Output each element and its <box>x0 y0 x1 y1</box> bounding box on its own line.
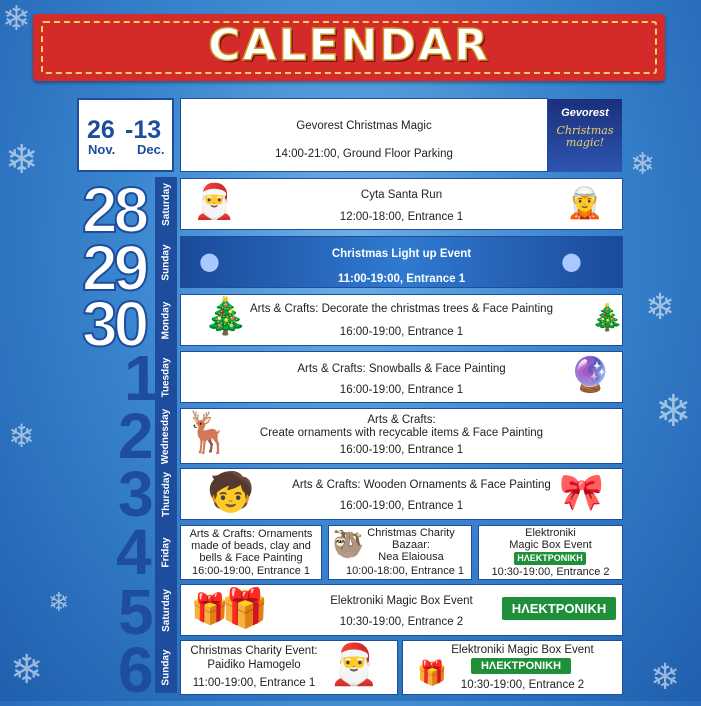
logo-brand: Gevorest <box>561 107 609 119</box>
event-card <box>402 640 623 695</box>
event-title-1: Elektroniki <box>525 527 576 539</box>
event-title: Elektroniki Magic Box Event <box>330 595 473 607</box>
day-number: 29 <box>82 232 146 304</box>
elektroniki-logo: ΗΛΕΚΤΡΟΝΙΚΗ <box>502 597 616 620</box>
weekday-label: Thursday <box>160 471 172 517</box>
snowflake-icon: ❄ <box>48 588 70 618</box>
event-time: 10:30-19:00, Entrance 2 <box>491 566 610 578</box>
event-title: Elektroniki Magic Box Event <box>451 644 594 656</box>
weekday-label: Sunday <box>160 649 172 686</box>
logo-tagline <box>548 125 622 149</box>
weekday-label: Wednesday <box>160 408 172 464</box>
event-title: Cyta Santa Run <box>360 189 443 201</box>
event-time: 10:30-19:00, Entrance 2 <box>339 616 464 628</box>
event-title-3: Nea Elaiousa <box>378 551 444 563</box>
event-title: Arts & Crafts: Decorate the christmas trees & Face Painting <box>250 303 553 315</box>
start-day: 26 <box>87 116 115 144</box>
day-number: 1 <box>124 342 156 414</box>
page-title: CALENDAR <box>208 20 490 71</box>
day-number: 6 <box>118 634 150 706</box>
gift-icon: 🎁 <box>221 586 269 630</box>
weekday-label: Monday <box>160 301 172 339</box>
date-range <box>77 98 174 172</box>
snowflake-icon: ❄ <box>10 647 44 693</box>
weekday-label: Saturday <box>160 588 172 632</box>
weekday-label: Saturday <box>160 182 172 226</box>
event-time: 10:30-19:00, Entrance 2 <box>460 679 585 691</box>
snowflake-icon: ❄ <box>5 137 39 183</box>
day-number: 28 <box>82 174 146 246</box>
day-number: 3 <box>118 458 150 530</box>
snowflake-icon: ❄ <box>655 386 692 437</box>
event-title-2: Magic Box Event <box>509 539 592 551</box>
event-card <box>180 584 623 636</box>
event-time: 10:00-18:00, Entrance 1 <box>345 565 465 577</box>
end-month: Dec. <box>137 142 165 157</box>
event-title: Arts & Crafts: Snowballs & Face Painting <box>297 363 506 375</box>
event-time: 16:00-19:00, Entrance 1 <box>339 326 464 338</box>
elektroniki-logo: ΗΛΕΚΤΡΟΝΙΚΗ <box>514 552 586 565</box>
ornament-icon: ● <box>561 247 582 275</box>
event-title-1: Christmas Charity <box>367 527 455 539</box>
logo-tagline-1: Christmas <box>556 124 614 137</box>
day-number: 5 <box>118 576 150 648</box>
snow-globe-icon: 🔮 <box>569 355 612 395</box>
event-title-1: Christmas Charity Event: <box>190 645 318 657</box>
event-time: 11:00-19:00, Entrance 1 <box>337 273 466 285</box>
elektroniki-logo: ΗΛΕΚΤΡΟΝΙΚΗ <box>471 658 571 674</box>
elves-icon: 🧝 <box>566 186 604 221</box>
event-card <box>180 351 623 403</box>
day-number: 2 <box>118 400 150 472</box>
header-event <box>180 98 548 172</box>
event-title: Arts & Crafts: Wooden Ornaments & Face Painting <box>292 479 551 491</box>
event-card <box>478 525 623 580</box>
event-card <box>180 236 623 288</box>
event-title: Christmas Light up Event <box>331 248 472 260</box>
start-month: Nov. <box>88 142 116 157</box>
event-card <box>180 640 398 695</box>
weekday-label: Sunday <box>160 243 172 281</box>
gift-icon: 🎁 <box>191 592 229 627</box>
gift-icon: 🎁 <box>417 659 447 687</box>
event-card <box>180 468 623 520</box>
santa-sack-icon: 🎅 <box>329 642 379 688</box>
snowflake-icon: ❄ <box>645 287 676 328</box>
event-card <box>180 525 322 580</box>
event-title: Gevorest Christmas Magic <box>296 120 432 132</box>
event-card <box>180 294 623 346</box>
ornament-icon: ● <box>199 247 220 275</box>
christmas-tree-icon: 🎄 <box>591 303 624 333</box>
snowflake-icon: ❄ <box>630 147 656 182</box>
day-number: 4 <box>116 516 148 588</box>
title-banner <box>33 14 665 81</box>
sloth-icon: 🦥 <box>332 530 365 560</box>
event-time: 16:00-19:00, Entrance 1 <box>191 565 311 577</box>
child-icon: 🧒 <box>207 470 255 514</box>
event-card <box>180 408 623 464</box>
snowflake-icon: ❄ <box>2 0 31 39</box>
event-title-1: Arts & Crafts: Ornaments <box>189 528 313 540</box>
event-title-2: Create ornaments with recycable items & Face Painting <box>259 427 544 439</box>
weekday-label: Tuesday <box>160 357 172 397</box>
event-title-3: bells & Face Painting <box>199 552 303 564</box>
day-number: 30 <box>82 288 146 360</box>
event-title-2: Bazaar: <box>392 539 430 551</box>
gevorest-logo <box>548 99 622 172</box>
event-time: 14:00-21:00, Ground Floor Parking <box>275 148 453 160</box>
weekday-label: Friday <box>160 537 172 568</box>
event-card <box>180 178 623 230</box>
event-title-2: Paidiko Hamogelo <box>207 659 301 671</box>
reindeer-icon: 🦌 <box>183 410 233 456</box>
event-title-1: Arts & Crafts: <box>367 414 436 426</box>
end-day: -13 <box>125 116 162 144</box>
event-title-2: made of beads, clay and <box>191 540 311 552</box>
christmas-tree-icon: 🎄 <box>203 296 248 337</box>
snowflake-icon: ❄ <box>650 657 681 698</box>
event-time: 16:00-19:00, Entrance 1 <box>339 384 464 396</box>
holly-icon: 🎀 <box>559 472 604 513</box>
snowflake-icon: ❄ <box>8 417 35 455</box>
event-time: 12:00-18:00, Entrance 1 <box>339 211 464 223</box>
logo-tagline-2: magic! <box>565 136 605 149</box>
event-time: 11:00-19:00, Entrance 1 <box>192 677 316 689</box>
event-time: 16:00-19:00, Entrance 1 <box>339 444 464 456</box>
event-card <box>328 525 472 580</box>
santa-icon: 🎅 <box>193 182 236 222</box>
event-time: 16:00-19:00, Entrance 1 <box>339 500 464 512</box>
